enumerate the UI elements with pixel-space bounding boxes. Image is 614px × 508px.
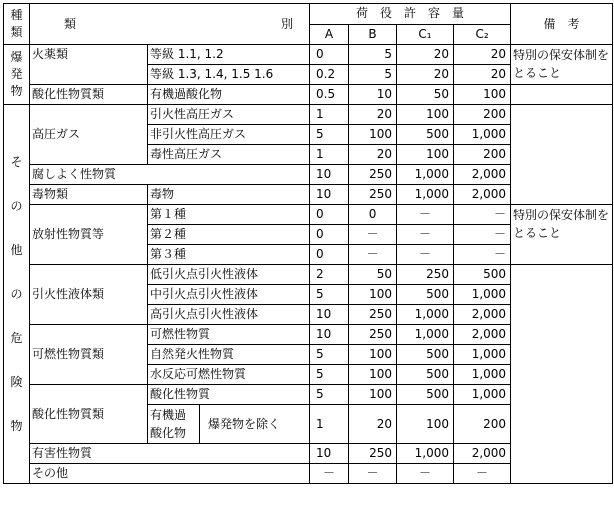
cell-a: 0	[310, 45, 349, 65]
item-excluding-explosives: 爆発物を除く	[200, 405, 310, 444]
cell-b: 100	[349, 345, 397, 365]
col-c1-header: C₁	[397, 24, 454, 45]
cell-c2: －	[454, 245, 511, 265]
cell-a: 5	[310, 385, 349, 405]
remark-empty	[511, 85, 613, 105]
cell-b: 10	[349, 85, 397, 105]
cell-c1: 1,000	[397, 185, 454, 205]
cell-c2: 1,000	[454, 365, 511, 385]
item-type-2: 第２種	[148, 225, 310, 245]
cell-b: 100	[349, 365, 397, 385]
class-harmful: 有害性物質	[30, 444, 310, 464]
cell-c2: 1,000	[454, 345, 511, 365]
cell-c2: 2,000	[454, 165, 511, 185]
cell-c2: 20	[454, 65, 511, 85]
cell-b: 5	[349, 45, 397, 65]
remark-empty	[511, 265, 613, 484]
cell-a: 10	[310, 305, 349, 325]
cell-c2: 500	[454, 265, 511, 285]
remark-empty	[511, 105, 613, 205]
cell-c2: 200	[454, 405, 511, 444]
cell-c1: 500	[397, 385, 454, 405]
class-others: その他	[30, 464, 310, 484]
cell-a: 1	[310, 405, 349, 444]
cell-b: 100	[349, 125, 397, 145]
cell-c2: 20	[454, 45, 511, 65]
cell-a: －	[310, 464, 349, 484]
cell-c1: 1,000	[397, 325, 454, 345]
cell-a: 0.2	[310, 65, 349, 85]
cell-c1: 500	[397, 285, 454, 305]
item-combustible: 可燃性物質	[148, 325, 310, 345]
cell-b: 50	[349, 265, 397, 285]
cell-a: 10	[310, 185, 349, 205]
class-corrosive: 腐しよく性物質	[30, 165, 310, 185]
cell-c2: －	[454, 205, 511, 225]
cell-c1: 100	[397, 405, 454, 444]
item-spontaneous: 自然発火性物質	[148, 345, 310, 365]
cell-a: 0.5	[310, 85, 349, 105]
cell-b: 0	[349, 205, 397, 225]
cell-c1: －	[397, 245, 454, 265]
item-organic-peroxide-2: 有機過 酸化物	[148, 405, 200, 444]
cell-c1: 500	[397, 365, 454, 385]
cell-b: 250	[349, 444, 397, 464]
item-poison: 毒物	[148, 185, 310, 205]
cell-c1: 20	[397, 65, 454, 85]
cell-c2: 2,000	[454, 185, 511, 205]
cell-c2: 1,000	[454, 385, 511, 405]
col-b-header: B	[349, 24, 397, 45]
remark-radioactive: 特別の保安体制をとること	[511, 205, 613, 265]
load-capacity-header: 荷 役 許 容 量	[310, 4, 511, 25]
item-high-flash: 高引火点引火性液体	[148, 305, 310, 325]
cell-b: 100	[349, 385, 397, 405]
class-gunpowder: 火薬類	[30, 45, 148, 85]
item-organic-peroxide: 有機過酸化物	[148, 85, 310, 105]
cell-b: 5	[349, 65, 397, 85]
class-poison: 毒物類	[30, 185, 148, 205]
cell-c1: －	[397, 464, 454, 484]
cell-c1: 1,000	[397, 305, 454, 325]
cell-a: 1	[310, 145, 349, 165]
item-toxic-gas: 毒性高圧ガス	[148, 145, 310, 165]
cargo-handling-capacity-table	[3, 3, 613, 484]
cell-c2: 200	[454, 105, 511, 125]
cell-c1: 250	[397, 265, 454, 285]
class-high-pressure-gas: 高圧ガス	[30, 105, 148, 165]
cell-a: 2	[310, 265, 349, 285]
class-oxidizing-2: 酸化性物質類	[30, 385, 148, 444]
cell-a: 5	[310, 345, 349, 365]
cell-b: 250	[349, 325, 397, 345]
cell-a: 0	[310, 225, 349, 245]
cell-c1: 50	[397, 85, 454, 105]
cell-b: 250	[349, 305, 397, 325]
cell-b: 100	[349, 285, 397, 305]
cell-c2: 100	[454, 85, 511, 105]
cell-a: 1	[310, 105, 349, 125]
item-mid-flash: 中引火点引火性液体	[148, 285, 310, 305]
category-explosives: 爆 発 物	[4, 45, 30, 105]
cell-c1: －	[397, 205, 454, 225]
cell-c2: 1,000	[454, 125, 511, 145]
cell-b: 250	[349, 165, 397, 185]
cell-c2: 2,000	[454, 305, 511, 325]
cell-c2: 2,000	[454, 325, 511, 345]
remark-explosives: 特別の保安体制をとること	[511, 45, 613, 85]
class-combustible: 可燃性物質類	[30, 325, 148, 385]
cell-c1: 100	[397, 145, 454, 165]
cell-c1: 100	[397, 105, 454, 125]
cell-b: 250	[349, 185, 397, 205]
cell-b: －	[349, 245, 397, 265]
cell-c1: 500	[397, 125, 454, 145]
cell-c2: 200	[454, 145, 511, 165]
cell-a: 0	[310, 205, 349, 225]
col-c2-header: C₂	[454, 24, 511, 45]
item-low-flash: 低引火点引火性液体	[148, 265, 310, 285]
cell-c1: 1,000	[397, 444, 454, 464]
cell-a: 10	[310, 444, 349, 464]
item-oxidizer: 酸化性物質	[148, 385, 310, 405]
cell-a: 5	[310, 285, 349, 305]
cell-c1: －	[397, 225, 454, 245]
cell-c2: －	[454, 464, 511, 484]
item-type-3: 第３種	[148, 245, 310, 265]
cell-b: 20	[349, 405, 397, 444]
cell-c1: 20	[397, 45, 454, 65]
cell-c2: 1,000	[454, 285, 511, 305]
cell-c2: 2,000	[454, 444, 511, 464]
category-other-hazards: そ の 他 の 危 険 物	[4, 105, 30, 484]
kind-header: 種 類	[4, 4, 30, 45]
class-oxidizing: 酸化性物質類	[30, 85, 148, 105]
class-flammable-liquid: 引火性液体類	[30, 265, 148, 325]
cell-a: 5	[310, 365, 349, 385]
item-water-reactive: 水反応可燃性物質	[148, 365, 310, 385]
cell-c2: －	[454, 225, 511, 245]
remarks-header: 備 考	[511, 4, 613, 45]
item-grade-1: 等級 1.1, 1.2	[148, 45, 310, 65]
classification-header	[30, 4, 310, 45]
cell-a: 5	[310, 125, 349, 145]
cell-b: －	[349, 225, 397, 245]
cell-b: －	[349, 464, 397, 484]
cell-a: 10	[310, 325, 349, 345]
cell-a: 0	[310, 245, 349, 265]
item-nonflammable-gas: 非引火性高圧ガス	[148, 125, 310, 145]
classification-header-right: 別	[281, 16, 294, 31]
cell-a: 10	[310, 165, 349, 185]
cell-c1: 1,000	[397, 165, 454, 185]
cell-b: 20	[349, 145, 397, 165]
item-type-1: 第１種	[148, 205, 310, 225]
cell-b: 20	[349, 105, 397, 125]
cell-c1: 500	[397, 345, 454, 365]
class-radioactive: 放射性物質等	[30, 205, 148, 265]
classification-header-left: 類	[64, 16, 77, 31]
item-flammable-gas: 引火性高圧ガス	[148, 105, 310, 125]
col-a-header: A	[310, 24, 349, 45]
item-grade-2: 等級 1.3, 1.4, 1.5 1.6	[148, 65, 310, 85]
